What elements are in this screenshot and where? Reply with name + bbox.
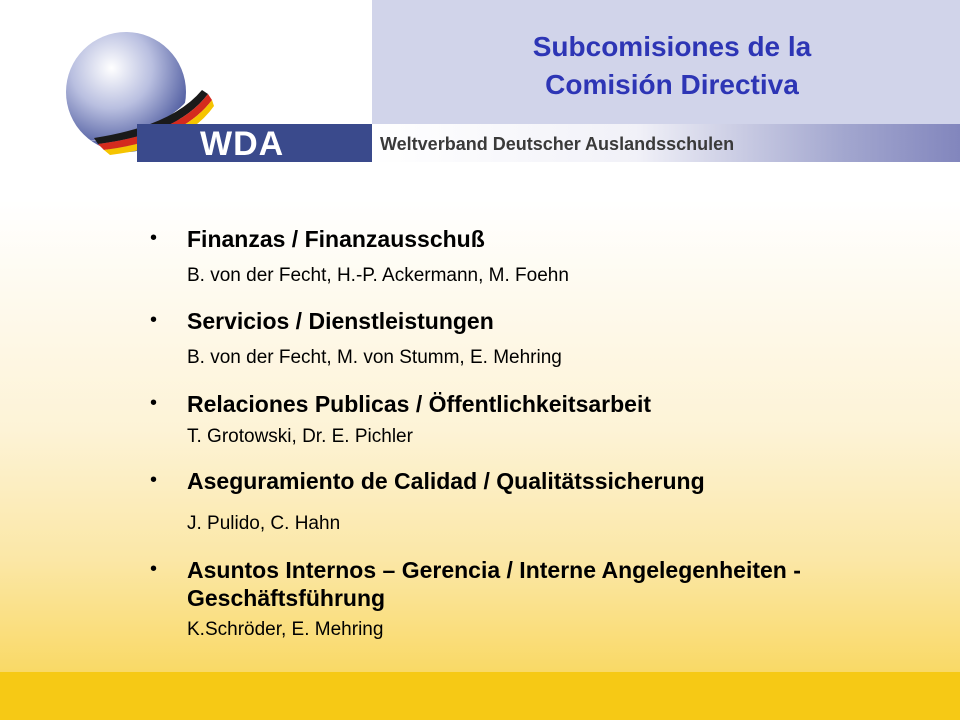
subcommission-members: J. Pulido, C. Hahn xyxy=(187,513,341,534)
subcommission-members: T. Grotowski, Dr. E. Pichler xyxy=(187,426,413,447)
subcommission-title: Servicios / Dienstleistungen xyxy=(187,308,494,334)
subcommission-members: K.Schröder, E. Mehring xyxy=(187,619,384,640)
slide-title-line-2: Comisión Directiva xyxy=(545,69,799,100)
bullet: • xyxy=(150,309,158,331)
subcommission-title: Asuntos Internos – Gerencia / Interne Angelegenheiten - Geschäftsführung xyxy=(187,557,801,611)
slide-title xyxy=(372,28,960,104)
footer-band xyxy=(0,672,960,720)
bullet: • xyxy=(150,558,158,580)
slide-title-line-1: Subcomisiones de la xyxy=(532,31,812,62)
subcommission-members: B. von der Fecht, M. von Stumm, E. Mehring xyxy=(187,347,562,368)
subcommission-title: Aseguramiento de Calidad / Qualitätssicherung xyxy=(187,468,705,494)
org-name: Weltverband Deutscher Auslandsschulen xyxy=(380,134,735,154)
subcommission-title: Relaciones Publicas / Öffentlichkeitsarbeit xyxy=(187,391,651,417)
bullet: • xyxy=(150,392,158,414)
bullet: • xyxy=(150,469,158,491)
wda-logo-text: WDA xyxy=(200,125,285,163)
subcommission-title: Finanzas / Finanzausschuß xyxy=(187,226,485,252)
subcommission-members: B. von der Fecht, H.-P. Ackermann, M. Foehn xyxy=(187,265,569,286)
bullet: • xyxy=(150,227,158,249)
